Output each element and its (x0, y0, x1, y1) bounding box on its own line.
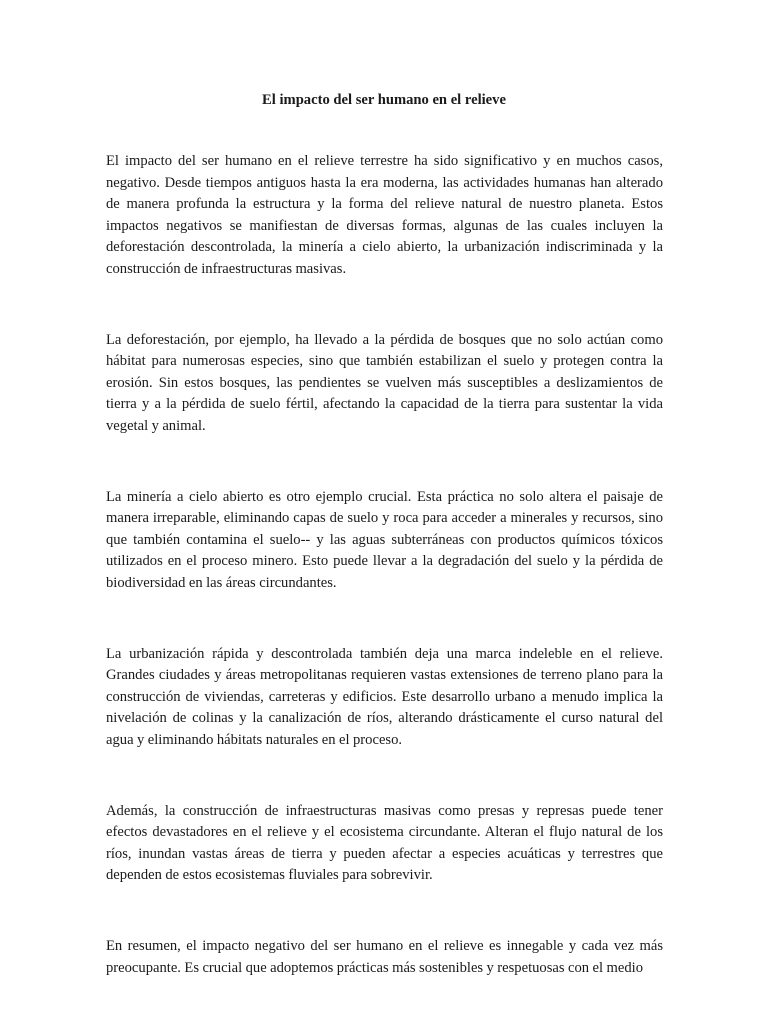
paragraph-urbanization: La urbanización rápida y descontrolada también deja una marca indeleble en el relieve. Grandes ciudades y áreas metropolitanas requieren vastas extensiones de terreno plano para la construcción de viviendas, carreteras y edificios. Este desarrollo urbano a menudo implica la nivelación de colinas y la canalización de ríos, alterando drásticamente el curso natural del agua y eliminando hábitats naturales en el proceso. (106, 645, 663, 748)
paragraph-infrastructure: Además, la construcción de infraestructuras masivas como presas y represas puede tener efectos devastadores en el relieve y el ecosistema circundante. Alteran el flujo natural de los ríos, inundan vastas áreas de tierra y pueden afectar a especies acuáticas y terrestres que dependen de estos ecosistemas fluviales para sobrevivir. (106, 802, 663, 883)
paragraph-summary: En resumen, el impacto negativo del ser humano en el relieve es innegable y cada vez más preocupante. Es crucial que adoptemos prácticas más sostenibles y respetuosas con el medio (106, 938, 663, 976)
paragraph-deforestation: La deforestación, por ejemplo, ha llevado a la pérdida de bosques que no solo actúan como hábitat para numerosas especies, sino que también estabilizan el suelo y protegen contra la erosión. Sin estos bosques, las pendientes se vuelven más susceptibles a deslizamientos de tierra y a la pérdida de suelo fértil, afectando la capacidad de la tierra para sustentar la vida vegetal y animal. (106, 331, 663, 434)
paragraph-mining: La minería a cielo abierto es otro ejemplo crucial. Esta práctica no solo altera el paisaje de manera irreparable, eliminando capas de suelo y roca para acceder a minerales y recursos, sino que también contamina el suelo-- y las aguas subterráneas con productos químicos tóxicos utilizados en el proceso minero. Esto puede llevar a la degradación del suelo y la pérdida de biodiversidad en las áreas circundantes. (106, 488, 663, 591)
paragraph-intro: El impacto del ser humano en el relieve terrestre ha sido significativo y en muchos casos, negativo. Desde tiempos antiguos hasta la era moderna, las actividades humanas han alterado de manera profunda la estructura y la forma del relieve natural de nuestro planeta. Estos impactos negativos se manifiestan de diversas formas, algunas de las cuales incluyen la deforestación descontrolada, la minería a cielo abierto, la urbanización indiscriminada y la construcción de infraestructuras masivas. (106, 153, 663, 277)
document-title: El impacto del ser humano en el relieve (262, 92, 506, 108)
document-body (106, 151, 663, 1024)
